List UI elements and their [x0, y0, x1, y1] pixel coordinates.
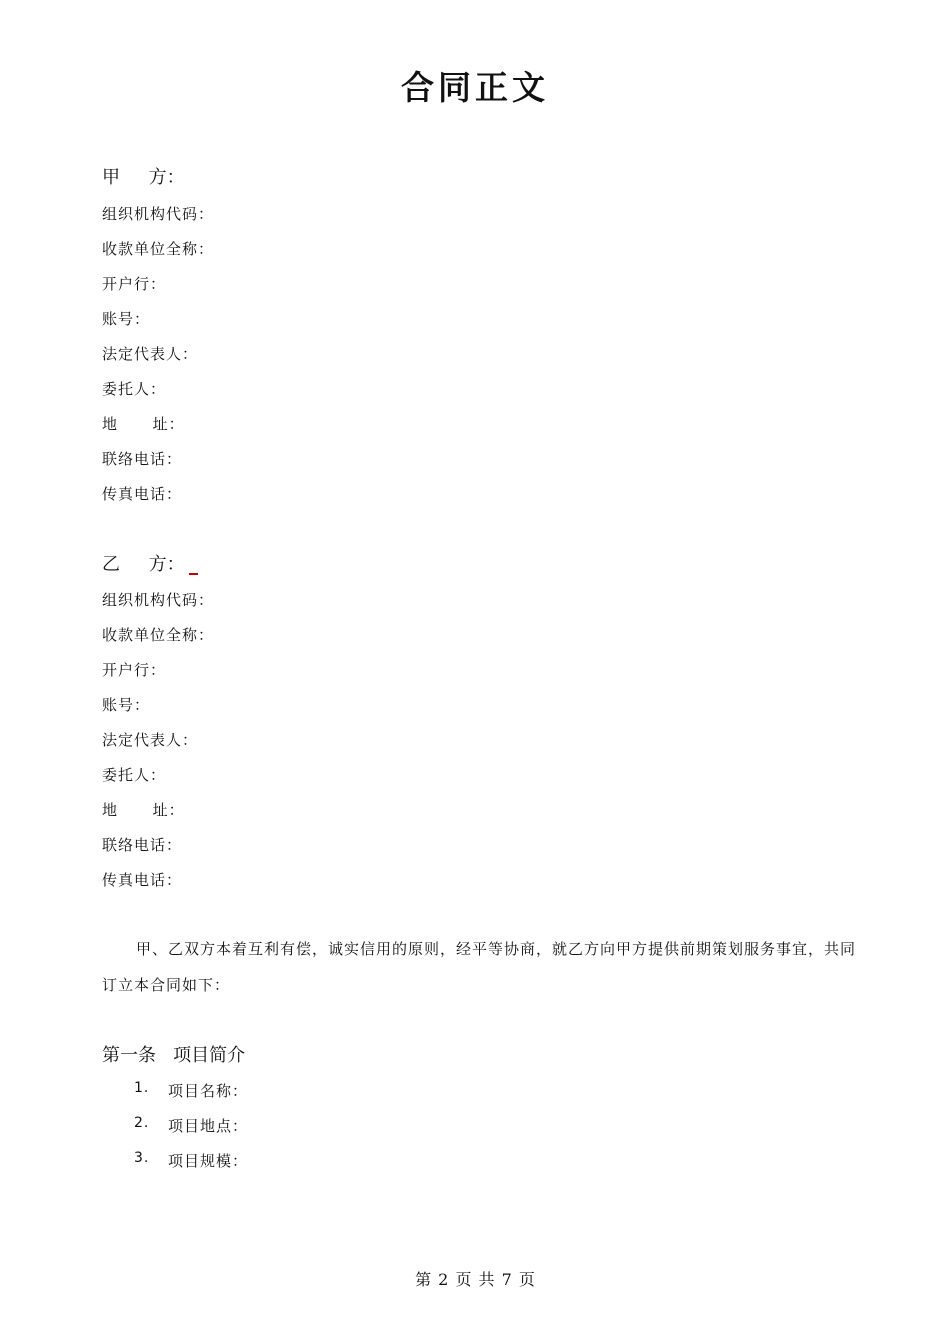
item-number: 2. — [134, 1115, 150, 1131]
page-footer: 第 2 页 共 7 页 — [415, 1270, 535, 1289]
item-text: 项目规模： — [168, 1152, 249, 1170]
party-b-heading: 乙 方： — [102, 554, 185, 575]
party-b-fax: 传真电话： — [102, 871, 183, 889]
item-text: 项目名称： — [168, 1082, 249, 1100]
party-b-phone: 联络电话： — [102, 836, 183, 854]
party-a-address: 地 址： — [102, 415, 185, 433]
intro-paragraph: 甲、乙双方本着互利有偿，诚实信用的原则，经平等协商，就乙方向甲方提供前期策划服务事宜，共同订立本合同如下： — [102, 940, 857, 994]
party-b-heading-row — [102, 550, 198, 576]
party-a-bank: 开户行： — [102, 275, 167, 293]
party-a-fax: 传真电话： — [102, 485, 183, 503]
party-a-phone: 联络电话： — [102, 450, 183, 468]
party-a-legal-rep: 法定代表人： — [102, 345, 199, 363]
party-b-address: 地 址： — [102, 801, 185, 819]
edit-marker — [189, 573, 198, 575]
party-b-org-code: 组织机构代码： — [102, 591, 215, 609]
party-a-org-code: 组织机构代码： — [102, 205, 215, 223]
party-a-heading: 甲 方： — [102, 167, 185, 188]
party-a-payee-name: 收款单位全称： — [102, 240, 215, 258]
party-a-account: 账号： — [102, 310, 151, 328]
party-b-account: 账号： — [102, 696, 151, 714]
party-b-payee-name: 收款单位全称： — [102, 626, 215, 644]
party-b-agent: 委托人： — [102, 766, 167, 784]
party-b-legal-rep: 法定代表人： — [102, 731, 199, 749]
article-1-heading: 第一条 项目简介 — [102, 1045, 246, 1066]
party-a-agent: 委托人： — [102, 380, 167, 398]
item-number: 1. — [134, 1080, 150, 1096]
item-text: 项目地点： — [168, 1117, 249, 1135]
item-number: 3. — [134, 1150, 150, 1166]
document-title: 合同正文 — [401, 68, 549, 107]
party-b-bank: 开户行： — [102, 661, 167, 679]
